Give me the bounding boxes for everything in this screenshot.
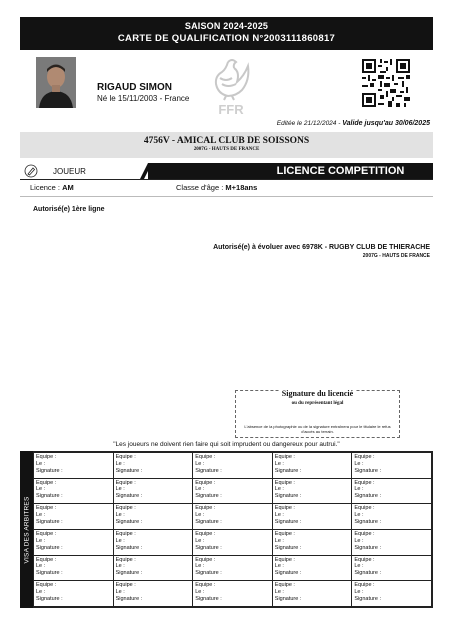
visa-cell-line: Equipe :: [36, 479, 57, 486]
visa-cell-line: Le :: [36, 537, 46, 544]
visa-cell: [34, 555, 114, 581]
visa-cell: [193, 555, 273, 581]
visa-row: [34, 529, 432, 555]
referee-visa-grid: [33, 451, 433, 608]
visa-cell-line: Le :: [115, 537, 125, 544]
visa-cell-line: Le :: [354, 486, 364, 493]
visa-cell-line: Signature :: [115, 595, 143, 602]
visa-cell-line: Equipe :: [274, 582, 295, 589]
visa-cell-line: Le :: [115, 589, 125, 596]
visa-cell-line: Le :: [354, 460, 364, 467]
other-club-text: Autorisé(e) à évoluer avec 6978K - RUGBY CLUB DE THIERACHE: [213, 244, 430, 251]
visa-cell: [193, 453, 273, 479]
visa-cell-line: Signature :: [354, 518, 381, 525]
club-region: 2007G - HAUTS DE FRANCE: [193, 147, 260, 152]
visa-cell: [193, 478, 273, 504]
visa-cell-line: Le :: [195, 486, 205, 493]
visa-cell-line: Le :: [274, 589, 284, 596]
visa-cell-line: Equipe :: [115, 454, 136, 460]
visa-row: [34, 555, 432, 581]
visa-cell-line: Le :: [36, 589, 46, 596]
safety-warning: "Les joueurs ne doivent rien faire qui soit imprudent ou dangereux pour autrui.": [113, 441, 340, 448]
licence-band: [20, 163, 433, 179]
visa-row: [34, 581, 432, 607]
visa-cell-line: Equipe :: [36, 582, 57, 589]
visa-cell-line: Signature :: [115, 493, 143, 500]
issue-validity: [277, 120, 430, 127]
visa-cell-line: Signature :: [354, 493, 381, 500]
visa-cell: [113, 504, 193, 530]
visa-cell-line: Le :: [195, 537, 205, 544]
role-area: [20, 163, 150, 179]
visa-cell-line: Signature :: [354, 570, 381, 577]
visa-cell-line: Equipe :: [36, 505, 57, 512]
age-class: [176, 183, 257, 192]
visa-cell-line: Signature :: [274, 544, 302, 551]
visa-cell-line: Le :: [36, 486, 46, 493]
visa-cell: [272, 478, 352, 504]
visa-cell-line: Equipe :: [195, 454, 216, 460]
licence-type: LICENCE COMPETITION: [148, 163, 433, 179]
visa-cell: [113, 478, 193, 504]
visa-cell: [193, 504, 273, 530]
visa-cell-line: Equipe :: [354, 479, 375, 486]
visa-cell: [272, 529, 352, 555]
player-birth: Né le 15/11/2003 - France: [97, 94, 190, 103]
visa-row: [34, 504, 432, 530]
visa-cell-line: Signature :: [195, 595, 222, 602]
visa-cell-line: Equipe :: [195, 479, 216, 486]
visa-cell: [272, 504, 352, 530]
visa-cell-line: Le :: [274, 486, 284, 493]
visa-cell-line: Signature :: [36, 544, 63, 551]
visa-cell: [113, 529, 193, 555]
signature-heading: [235, 383, 400, 406]
visa-cell-line: Le :: [274, 537, 284, 544]
ffr-rooster-logo: [206, 56, 256, 120]
visa-cell-line: Equipe :: [115, 582, 136, 589]
visa-cell: [352, 529, 432, 555]
visa-cell-line: Signature :: [36, 493, 63, 500]
visa-cell-line: Signature :: [36, 595, 63, 602]
licence-value: AM: [62, 183, 74, 192]
visa-row: [34, 453, 432, 479]
visa-cell-line: Signature :: [274, 467, 302, 474]
visa-cell-line: Equipe :: [195, 530, 216, 537]
role-label: JOUEUR: [53, 166, 86, 176]
season-label: SAISON 2024-2025: [184, 21, 269, 31]
visa-cell-line: Signature :: [274, 570, 302, 577]
visa-cell-line: Signature :: [195, 493, 222, 500]
issue-date: Editée le 21/12/2024 -: [276, 120, 343, 127]
visa-cell-line: Equipe :: [354, 454, 375, 460]
age-class-label: Classe d'âge :: [176, 183, 226, 192]
visa-side-label: [20, 451, 33, 608]
club-band: [20, 132, 433, 158]
signature-note: L'absence de la photographie ou de la signature entraînera pour le titulaire le refus d'accès au terrain.: [244, 424, 391, 434]
age-class-value: M+18ans: [225, 183, 258, 192]
visa-cell-line: Le :: [195, 512, 205, 519]
visa-cell: [352, 478, 432, 504]
player-name: RIGAUD SIMON: [97, 82, 172, 93]
visa-cell-line: Signature :: [115, 544, 143, 551]
visa-cell-line: Signature :: [354, 595, 381, 602]
visa-cell-line: Equipe :: [354, 505, 375, 512]
visa-cell: [34, 529, 114, 555]
visa-cell-line: Signature :: [274, 493, 302, 500]
visa-cell-line: Le :: [195, 460, 205, 467]
visa-cell-line: Equipe :: [274, 454, 295, 460]
visa-cell-line: Signature :: [115, 467, 143, 474]
visa-cell-line: Le :: [36, 563, 46, 570]
visa-cell-line: Equipe :: [115, 530, 136, 537]
visa-cell-line: Equipe :: [115, 479, 136, 486]
visa-cell-line: Le :: [115, 486, 125, 493]
visa-cell-line: Le :: [354, 589, 364, 596]
other-club-authorisation: [213, 244, 430, 259]
visa-cell-line: Signature :: [195, 518, 222, 525]
visa-cell-line: Equipe :: [274, 530, 295, 537]
visa-cell: [193, 581, 273, 607]
visa-cell-line: Le :: [115, 460, 125, 467]
visa-cell: [113, 453, 193, 479]
visa-cell-line: Equipe :: [354, 556, 375, 563]
visa-cell-line: Le :: [115, 563, 125, 570]
visa-cell: [34, 581, 114, 607]
visa-cell-line: Le :: [354, 537, 364, 544]
visa-row: [34, 478, 432, 504]
visa-cell-line: Equipe :: [274, 505, 295, 512]
licence-code: [30, 183, 74, 192]
band-underline: [20, 179, 433, 180]
band-stripes: [138, 163, 198, 179]
visa-cell-line: Equipe :: [354, 530, 375, 537]
visa-cell-line: Le :: [195, 563, 205, 570]
visa-cell-line: Signature :: [274, 595, 302, 602]
visa-cell-line: Equipe :: [354, 582, 375, 589]
club-name: 4756V - AMICAL CLUB DE SOISSONS: [143, 136, 310, 146]
visa-cell: [272, 581, 352, 607]
visa-cell-line: Le :: [274, 512, 284, 519]
visa-cell-line: Signature :: [36, 518, 63, 525]
visa-cell-line: Signature :: [195, 467, 222, 474]
visa-cell: [352, 555, 432, 581]
pencil-icon: [24, 164, 38, 178]
visa-label: VISA DES ARBITRES: [23, 496, 30, 563]
visa-cell-line: Le :: [115, 512, 125, 519]
validity-date: Valide jusqu'au 30/06/2025: [342, 120, 430, 127]
visa-cell: [352, 581, 432, 607]
visa-cell: [34, 478, 114, 504]
visa-cell-line: Signature :: [274, 518, 302, 525]
visa-cell: [113, 555, 193, 581]
visa-cell: [272, 555, 352, 581]
visa-cell-line: Equipe :: [195, 556, 216, 563]
visa-cell-line: Equipe :: [115, 556, 136, 563]
visa-cell-line: Equipe :: [195, 505, 216, 512]
visa-cell-line: Signature :: [195, 570, 222, 577]
visa-cell-line: Equipe :: [115, 505, 136, 512]
visa-cell: [352, 504, 432, 530]
licence-label: Licence :: [30, 183, 63, 192]
visa-cell-line: Equipe :: [274, 556, 295, 563]
visa-cell-line: Equipe :: [36, 454, 57, 460]
visa-cell-line: Signature :: [115, 570, 143, 577]
visa-cell-line: Equipe :: [274, 479, 295, 486]
first-line-authorisation: Autorisé(e) 1ère ligne: [33, 206, 105, 213]
visa-cell-line: Equipe :: [195, 582, 216, 589]
card-number: CARTE DE QUALIFICATION N°2003111860817: [117, 33, 336, 44]
visa-cell-line: Signature :: [36, 467, 63, 474]
visa-cell: [193, 529, 273, 555]
signature-subtitle: ou du représentant légal: [291, 401, 344, 406]
visa-cell: [113, 581, 193, 607]
visa-cell-line: Equipe :: [36, 530, 57, 537]
visa-cell: [352, 453, 432, 479]
visa-cell-line: Le :: [36, 512, 46, 519]
visa-cell: [272, 453, 352, 479]
card-header: [20, 17, 433, 50]
player-photo: [36, 57, 76, 108]
signature-title: Signature du licencié: [279, 389, 356, 398]
divider: [20, 196, 433, 197]
visa-cell-line: Le :: [36, 460, 46, 467]
visa-cell-line: Le :: [274, 563, 284, 570]
visa-cell-line: Le :: [354, 512, 364, 519]
visa-cell-line: Le :: [274, 460, 284, 467]
visa-cell-line: Signature :: [195, 544, 222, 551]
visa-cell-line: Signature :: [354, 544, 381, 551]
visa-cell: [34, 504, 114, 530]
ffr-text: FFR: [218, 102, 244, 117]
visa-cell-line: Signature :: [354, 467, 381, 474]
visa-cell-line: Signature :: [115, 518, 143, 525]
other-club-region: 2007G - HAUTS DE FRANCE: [362, 253, 430, 259]
visa-cell-line: Signature :: [36, 570, 63, 577]
visa-cell-line: Equipe :: [36, 556, 57, 563]
qr-code: [360, 57, 412, 109]
visa-cell-line: Le :: [354, 563, 364, 570]
visa-cell-line: Le :: [195, 589, 205, 596]
visa-cell: [34, 453, 114, 479]
